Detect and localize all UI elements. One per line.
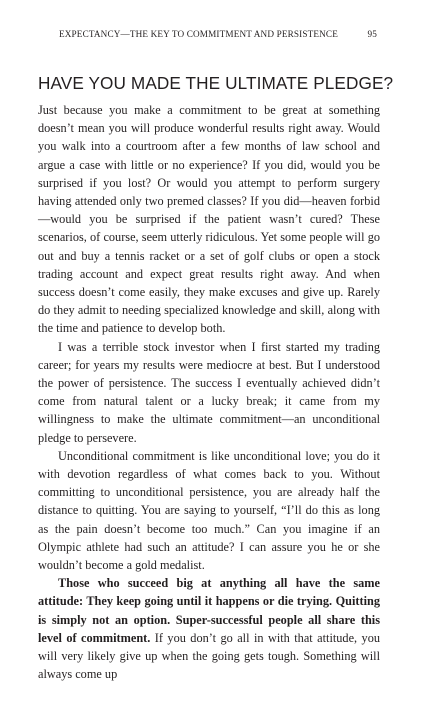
paragraph-4: [38, 574, 380, 683]
page-number: 95: [367, 29, 377, 39]
running-head-title: EXPECTANCY—THE KEY TO COMMITMENT AND PERSISTENCE: [59, 29, 338, 39]
paragraph-4-bold-text: Those who succeed big at anything all have the same attitude: They keep going until it happens or die trying. Quitting is simply not an option. Super-successful people all share this level of commitment.: [38, 576, 380, 645]
paragraph-3: Unconditional commitment is like unconditional love; you do it with devotion regardless of what comes back to you. Without committing to unconditional persistence, you are already half the distance to quitting. You are saying to yourself, “I’ll do this as long as the pain doesn’t become too much.” Can you imagine if an Olympic athlete had such an attitude? I can assure you he or she wouldn’t become a gold medalist.: [38, 448, 380, 573]
paragraph-4-regular-text: If you don’t go all in with that attitude, you will very likely give up when the going gets tough. Something will always come up: [38, 630, 380, 682]
running-head: [38, 29, 382, 43]
paragraph-2: I was a terrible stock investor when I first started my trading career; for years my results were mediocre at best. But I understood the power of persistence. The success I eventually achieved didn’t come from natural talent or a lucky break; it came from my willingness to make the ultimate commitment—an unconditional pledge to persevere.: [38, 339, 380, 445]
section-heading: HAVE YOU MADE THE ULTIMATE PLEDGE?: [38, 73, 394, 93]
paragraph-1: Just because you make a commitment to be great at something doesn’t mean you will produce wonderful results right away. Would you walk into a courtroom after a few months of law school and argue a case with little or no experience? If you did, would you be surprised if you lost? Or would you attempt to perform surgery having attended only two premed classes? If you did—heaven forbid—would you be surprised if the patient wasn’t cured? These scenarios, of course, seem utterly ridiculous. Yet some people will go out and buy a tennis racket or a set of golf clubs or open a stock trading account and expect great results right away. And when success doesn’t come easily, they make excuses and give up. Rarely do they admit to needing specialized knowledge and skill, along with the time and patience to develop both.: [38, 103, 380, 336]
body-text: [38, 101, 380, 684]
